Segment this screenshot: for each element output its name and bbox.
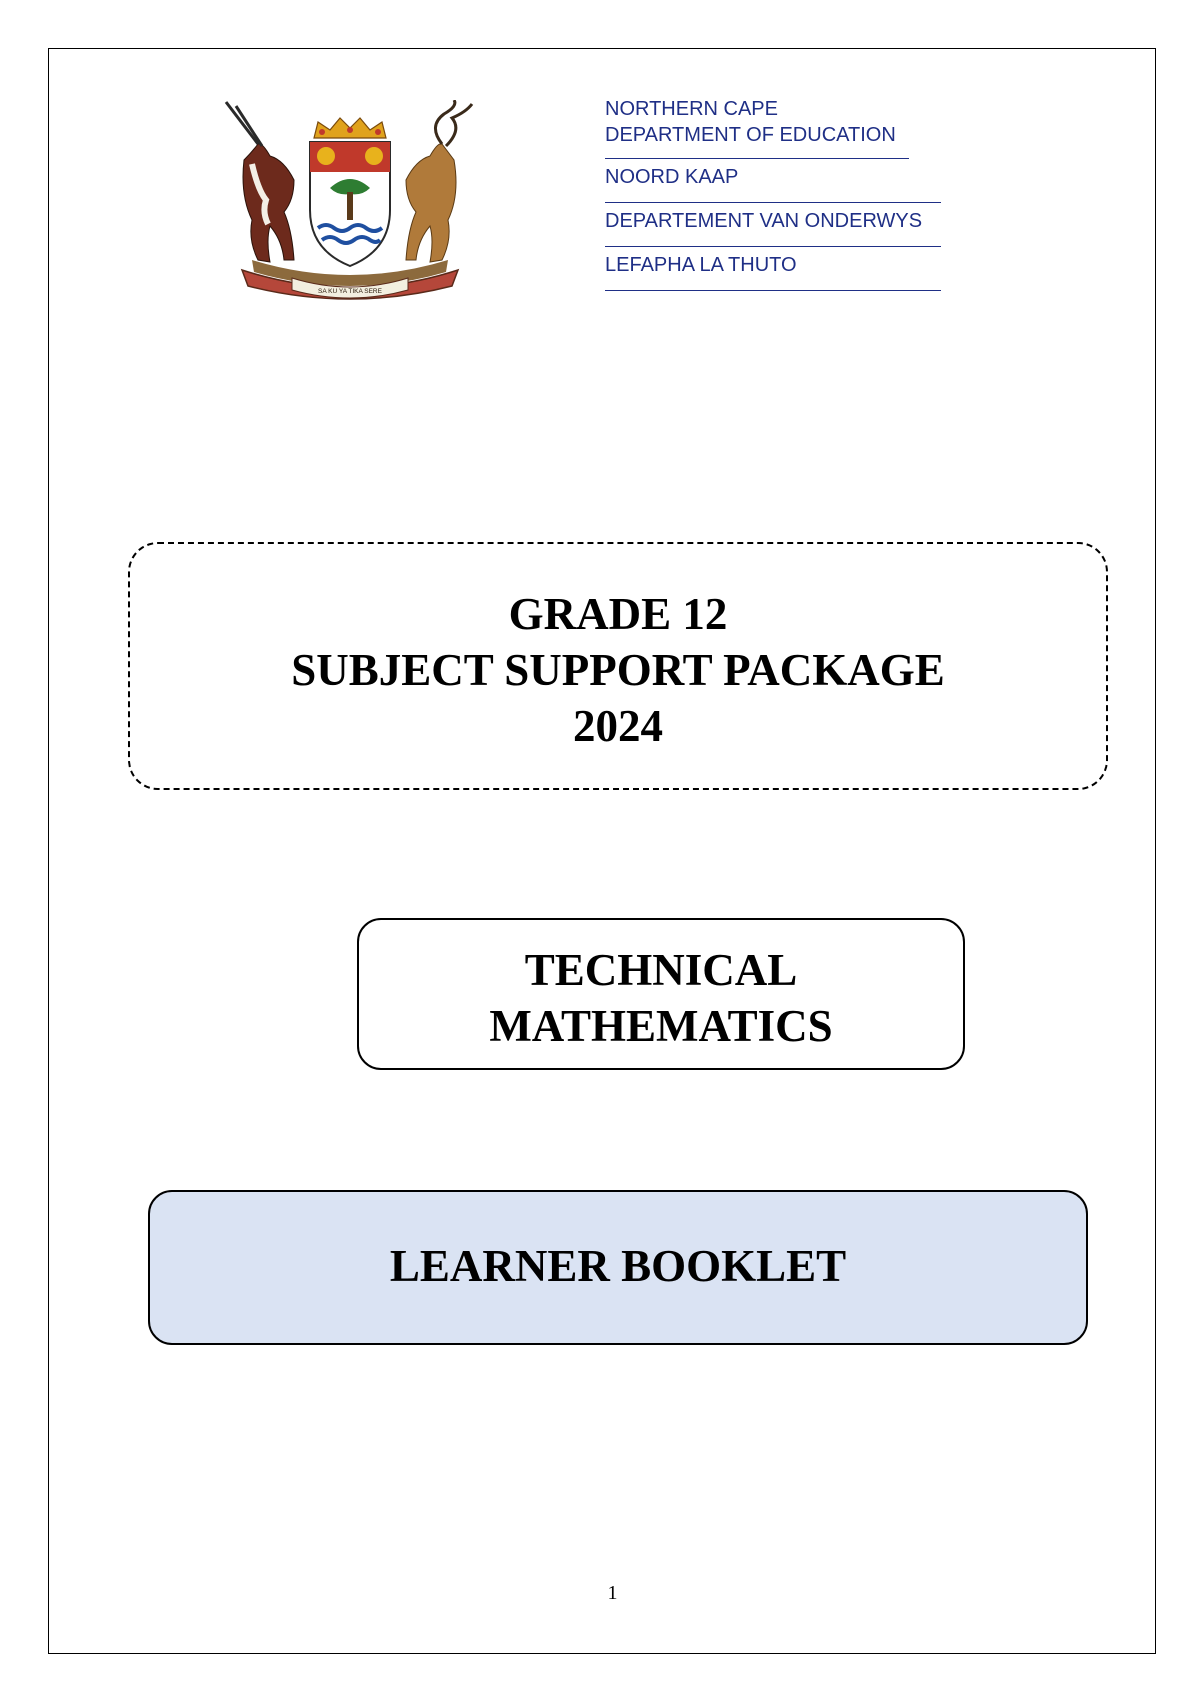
year-title: 2024 — [573, 701, 663, 751]
page-border — [48, 48, 1156, 1654]
coat-of-arms-icon — [222, 100, 477, 305]
divider — [605, 202, 941, 203]
department-line-setswana-name: LEFAPHA LA THUTO — [605, 254, 797, 276]
booklet-box — [148, 1190, 1088, 1345]
svg-text:SA KU YA TIKA SERE: SA KU YA TIKA SERE — [318, 288, 382, 295]
divider — [605, 290, 941, 291]
subject-box — [357, 918, 965, 1070]
department-line-afrikaans-name: DEPARTEMENT VAN ONDERWYS — [605, 210, 923, 232]
subject-line-2: MATHEMATICS — [489, 1001, 833, 1051]
department-line-name: DEPARTMENT OF EDUCATION — [605, 124, 896, 146]
package-title: SUBJECT SUPPORT PACKAGE — [291, 645, 945, 695]
title-box — [128, 542, 1108, 790]
department-line-afrikaans-province: NOORD KAAP — [605, 166, 739, 188]
booklet-title: LEARNER BOOKLET — [389, 1241, 847, 1291]
subject-line-1: TECHNICAL — [524, 945, 798, 995]
grade-title: GRADE 12 — [508, 589, 728, 639]
page-number: 1 — [607, 1582, 618, 1604]
divider — [605, 246, 941, 247]
divider — [605, 158, 909, 159]
department-line-province: NORTHERN CAPE — [605, 98, 778, 120]
